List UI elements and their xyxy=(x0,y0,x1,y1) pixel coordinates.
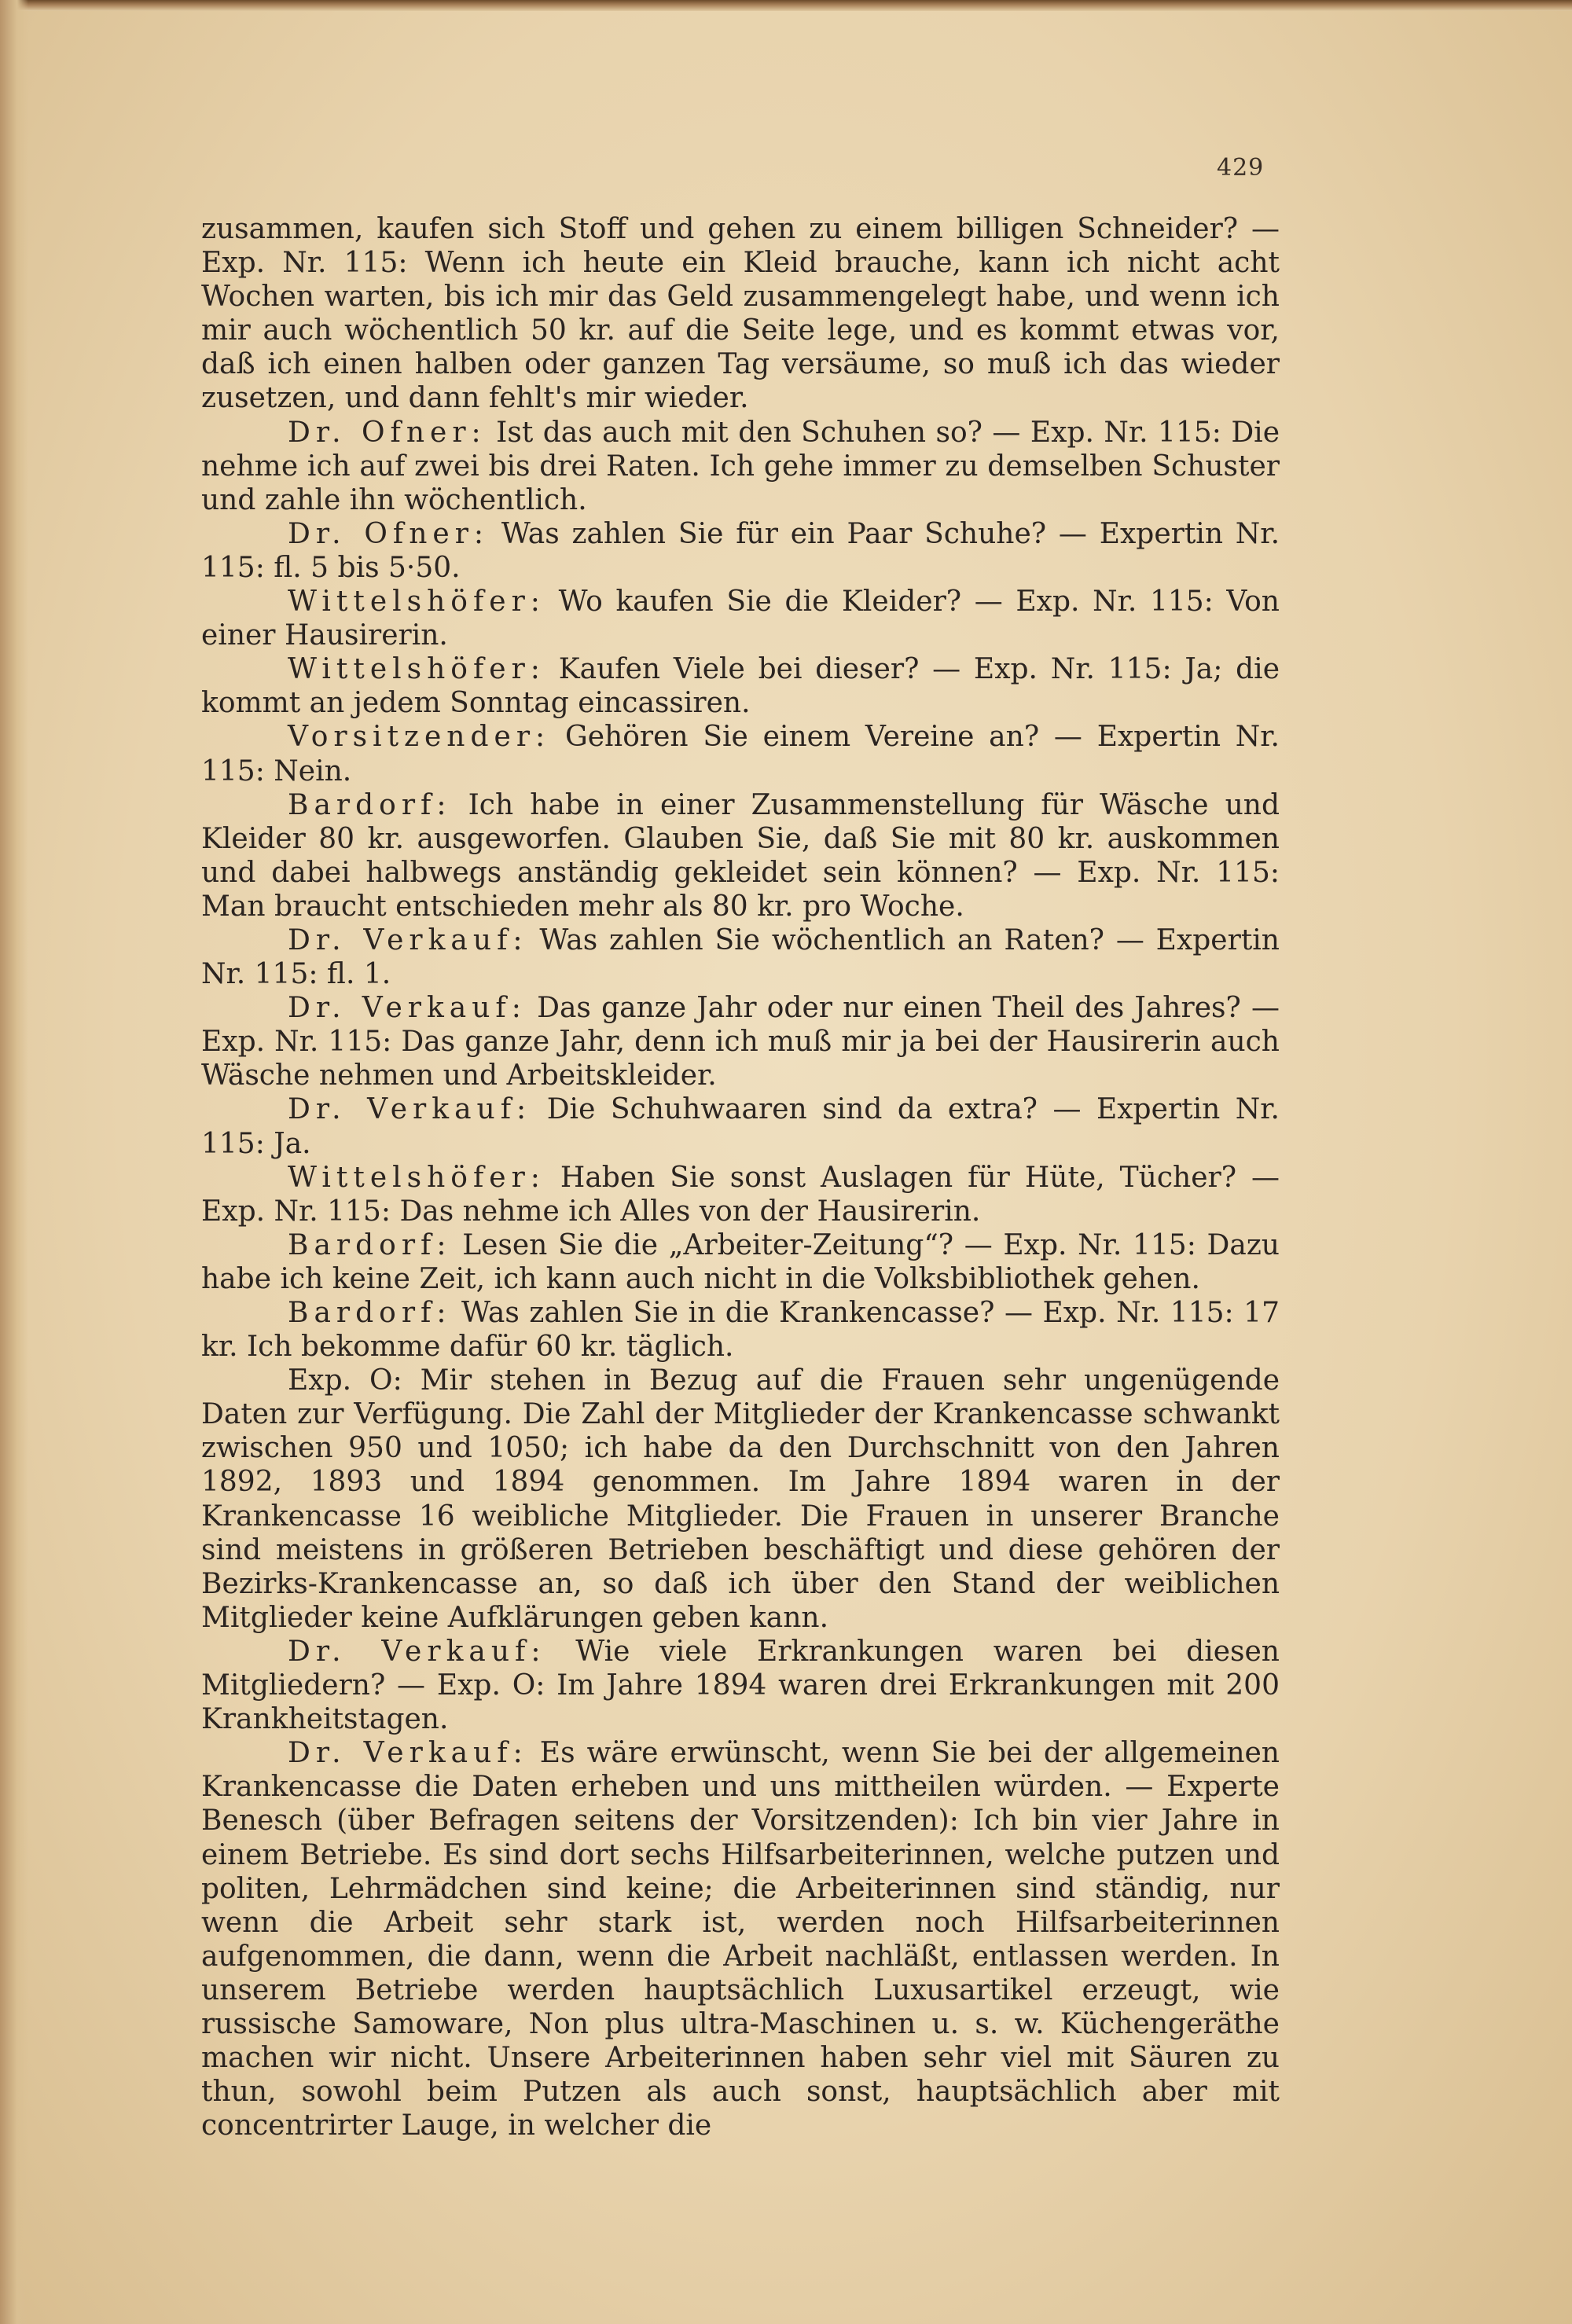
paragraph xyxy=(201,1736,1280,2142)
paragraph-text: Lesen Sie die „Arbeiter-Zeitung“? — Exp. Nr. 115: Dazu habe ich keine Zeit, ich kann auch nicht in die Volksbibliothek gehen. xyxy=(201,1228,1280,1295)
paragraph-text: Was zahlen Sie für ein Paar Schuhe? — Expertin Nr. 115: fl. 5 bis 5·50. xyxy=(201,517,1280,584)
paragraph-text: Was zahlen Sie in die Krankencasse? — Exp. Nr. 115: 17 kr. Ich bekomme dafür 60 kr. täglich. xyxy=(201,1297,1280,1364)
speaker-name: Dr. Verkauf: xyxy=(288,1093,532,1126)
speaker-name: Dr. Verkauf: xyxy=(288,1737,528,1770)
paragraph-text: Exp. O: Mir stehen in Bezug auf die Frauen sehr ungenügende Daten zur Verfügung. Die Zahl der Mitglieder der Krankencasse schwankt zwischen 950 und 1050; ich habe da den Durchschnitt von den Jahren 1892, 1893 und 1894 genommen. Im Jahre 1894 waren in der Krankencasse 16 weibliche Mitglieder. Die Frauen in unserer Branche sind meistens in größeren Betrieben beschäftigt und diese gehören der Bezirks-Krankencasse an, so daß ich über den Stand der weiblichen Mitglieder keine Aufklärungen geben kann. xyxy=(201,1364,1280,1634)
paragraph xyxy=(201,1161,1280,1228)
speaker-name: Wittelshöfer: xyxy=(288,586,545,619)
paragraph xyxy=(201,923,1280,991)
speaker-name: Vorsitzender: xyxy=(288,721,551,754)
paragraph xyxy=(201,1296,1280,1364)
speaker-name: Dr. Ofner: xyxy=(288,517,490,550)
paragraph-text: Die Schuhwaaren sind da extra? — Expertin Nr. 115: Ja. xyxy=(201,1093,1280,1160)
page-number: 429 xyxy=(1217,154,1265,182)
speaker-name: Bardorf: xyxy=(288,788,452,821)
paragraph xyxy=(201,652,1280,720)
paragraph xyxy=(201,1364,1280,1635)
paragraph xyxy=(201,720,1280,788)
speaker-name: Dr. Verkauf: xyxy=(288,1635,546,1668)
page-top-edge xyxy=(0,0,1572,11)
binding-shadow xyxy=(0,0,28,2324)
speaker-name: Dr. Verkauf: xyxy=(288,923,528,956)
paragraph-text: Ist das auch mit den Schuhen so? — Exp. Nr. 115: Die nehme ich auf zwei bis drei Raten. Ich gehe immer zu demselben Schuster und zahle ihn wöchentlich. xyxy=(201,416,1280,516)
paragraph xyxy=(201,416,1280,517)
paragraph xyxy=(201,991,1280,1092)
paragraph-text: Wo kaufen Sie die Kleider? — Exp. Nr. 115: Von einer Hausirerin. xyxy=(201,586,1280,652)
paragraph-text: Gehören Sie einem Vereine an? — Expertin Nr. 115: Nein. xyxy=(201,721,1280,788)
page-text-column xyxy=(201,212,1280,2142)
paragraph xyxy=(201,1635,1280,1736)
paragraph-text: Wie viele Erkrankungen waren bei diesen Mitgliedern? — Exp. O: Im Jahre 1894 waren drei Erkrankungen mit 200 Krankheitstagen. xyxy=(201,1635,1280,1736)
speaker-name: Dr. Ofner: xyxy=(288,416,487,449)
speaker-name: Dr. Verkauf: xyxy=(288,992,527,1025)
paragraph xyxy=(201,212,1280,416)
speaker-name: Wittelshöfer: xyxy=(288,1161,545,1194)
paragraph-text: Das ganze Jahr oder nur einen Theil des Jahres? — Exp. Nr. 115: Das ganze Jahr, denn ich muß mir ja bei der Hausirerin auch Wäsche nehmen und Arbeitskleider. xyxy=(201,992,1280,1092)
paragraph xyxy=(201,788,1280,923)
paragraph xyxy=(201,517,1280,585)
paragraph xyxy=(201,1228,1280,1296)
paragraph-text: Kaufen Viele bei dieser? — Exp. Nr. 115: Ja; die kommt an jedem Sonntag eincassiren. xyxy=(201,653,1280,720)
speaker-name: Bardorf: xyxy=(288,1297,452,1329)
paragraph-text: Ich habe in einer Zusammenstellung für Wäsche und Kleider 80 kr. ausgeworfen. Glauben Sie, daß Sie mit 80 kr. auskommen und dabei halbwegs anständig gekleidet sein können? — Exp. Nr. 115: Man braucht entschieden mehr als 80 kr. pro Woche. xyxy=(201,788,1280,923)
paragraph-text: Was zahlen Sie wöchentlich an Raten? — Expertin Nr. 115: fl. 1. xyxy=(201,923,1280,991)
paragraph-text: zusammen, kaufen sich Stoff und gehen zu einem billigen Schneider? — Exp. Nr. 115: Wenn ich heute ein Kleid brauche, kann ich nicht acht Wochen warten, bis ich mir das Geld zusammengelegt habe, und wenn ich mir auch wöchentlich 50 kr. auf die Seite lege, und es kommt etwas vor, daß ich einen halben oder ganzen Tag versäume, so muß ich das wieder zusetzen, und dann fehlt's mir wieder. xyxy=(201,213,1280,415)
paragraph-text: Haben Sie sonst Auslagen für Hüte, Tücher? — Exp. Nr. 115: Das nehme ich Alles von der Hausirerin. xyxy=(201,1161,1280,1228)
paragraph-text: Es wäre erwünscht, wenn Sie bei der allgemeinen Krankencasse die Daten erheben und uns mittheilen würden. — Experte Benesch (über Befragen seitens der Vorsitzenden): Ich bin vier Jahre in einem Betriebe. Es sind dort sechs Hilfsarbeiterinnen, welche putzen und politen, Lehrmädchen sind keine; die Arbeiterinnen sind ständig, nur wenn die Arbeit sehr stark ist, werden noch Hilfsarbeiterinnen aufgenommen, die dann, wenn die Arbeit nachläßt, entlassen werden. In unserem Betriebe werden hauptsächlich Luxusartikel erzeugt, wie russische Samoware, Non plus ultra-Maschinen u. s. w. Küchengeräthe machen wir nicht. Unsere Arbeiterinnen haben sehr viel mit Säuren zu thun, sowohl beim Putzen als auch sonst, hauptsächlich aber mit concentrirter Lauge, in welcher die xyxy=(201,1737,1280,2142)
speaker-name: Bardorf: xyxy=(288,1228,452,1261)
speaker-name: Wittelshöfer: xyxy=(288,653,545,686)
paragraph xyxy=(201,1092,1280,1160)
paragraph xyxy=(201,585,1280,652)
